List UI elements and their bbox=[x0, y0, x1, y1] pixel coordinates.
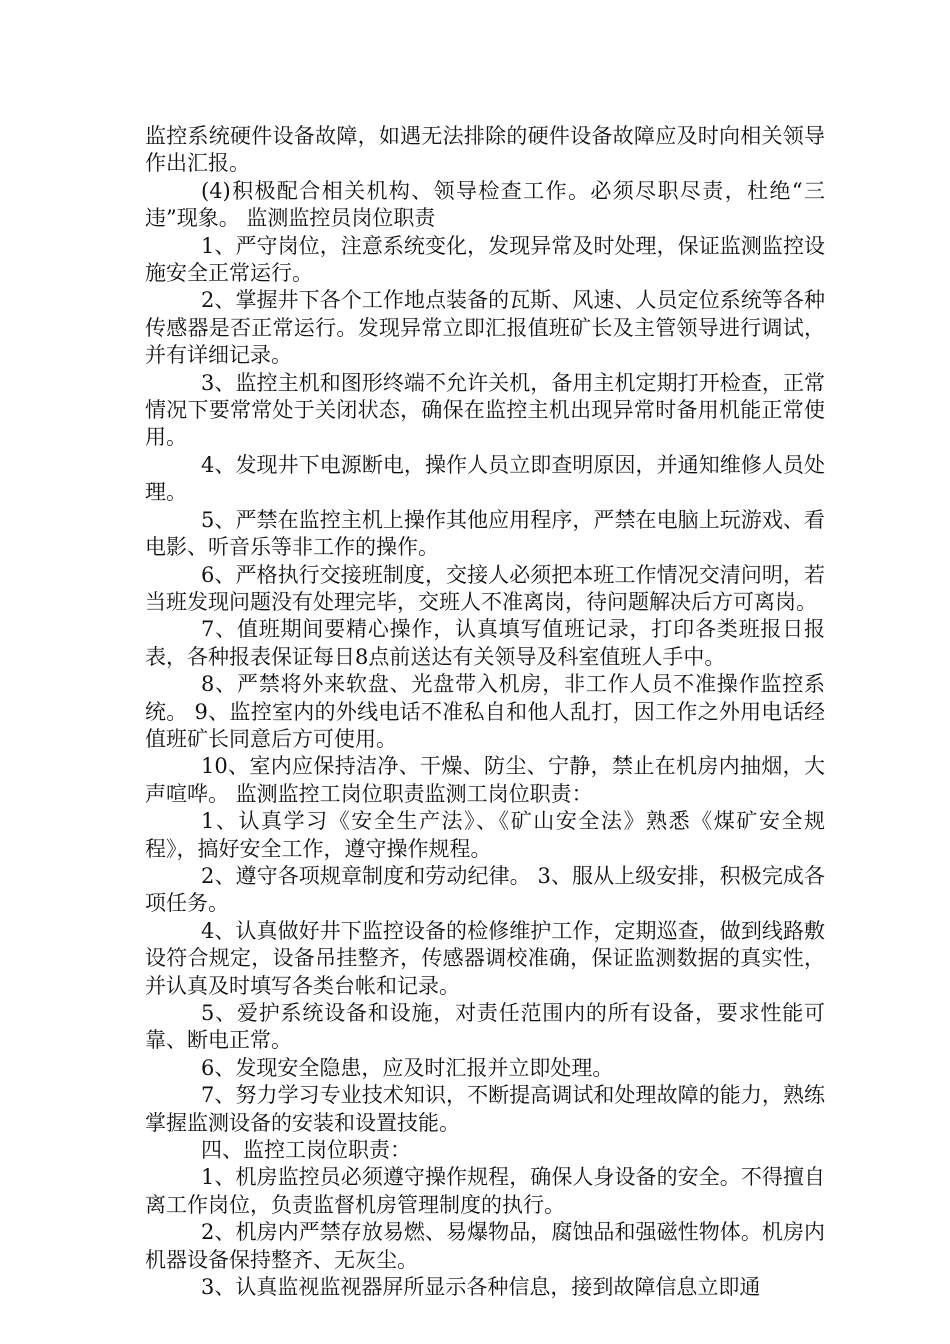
paragraph: 6、严格执行交接班制度，交接人必须把本班工作情况交清问明，若当班发现问题没有处理完毕，交班人不准离岗，待问题解决后方可离岗。 bbox=[145, 562, 825, 614]
paragraph: 3、监控主机和图形终端不允许关机，备用主机定期打开检查，正常情况下要常常处于关闭状态，确保在监控主机出现异常时备用机能正常使用。 bbox=[145, 370, 825, 450]
paragraph: 3、认真监视监视器屏所显示各种信息，接到故障信息立即通 bbox=[201, 1275, 761, 1300]
paragraph: 2、掌握井下各个工作地点装备的瓦斯、风速、人员定位系统等各种传感器是否正常运行。发现异常立即汇报值班矿长及主管领导进行调试，并有详细记录。 bbox=[145, 288, 825, 368]
paragraph: 5、严禁在监控主机上操作其他应用程序，严禁在电脑上玩游戏、看电影、听音乐等非工作的操作。 bbox=[145, 507, 825, 560]
paragraph: 8、严禁将外来软盘、光盘带入机房，非工作人员不准操作监控系统。 9、监控室内的外线电话不准私自和他人乱打，因工作之外用电话经值班矿长同意后方可使用。 bbox=[145, 672, 825, 751]
paragraph: 5、爱护系统设备和设施，对责任范围内的所有设备，要求性能可靠、断电正常。 bbox=[145, 1001, 825, 1053]
paragraph: 1、认真学习《安全生产法》、《矿山安全法》熟悉《煤矿安全规程》，搞好安全工作，遵守操作规程。 bbox=[145, 809, 825, 861]
paragraph: 2、遵守各项规章制度和劳动纪律。 3、服从上级安排，积极完成各项任务。 bbox=[145, 863, 825, 916]
paragraph: 4、发现井下电源断电，操作人员立即查明原因，并通知维修人员处理。 bbox=[145, 452, 825, 505]
section-heading: 四、监控工岗位职责： bbox=[201, 1138, 411, 1163]
paragraph: 2、机房内严禁存放易燃、易爆物品，腐蚀品和强磁性物体。机房内机器设备保持整齐、无灰尘。 bbox=[145, 1220, 825, 1272]
document-body bbox=[145, 123, 825, 1301]
paragraph: 4、认真做好井下监控设备的检修维护工作，定期巡查，做到线路敷设符合规定，设备吊挂整齐，传感器调校准确，保证监测数据的真实性，并认真及时填写各类台帐和记录。 bbox=[145, 918, 825, 998]
paragraph: 1、严守岗位，注意系统变化，发现异常及时处理，保证监测监控设施安全正常运行。 bbox=[145, 233, 825, 286]
paragraph: 7、努力学习专业技术知识，不断提高调试和处理故障的能力，熟练掌握监测设备的安装和设置技能。 bbox=[145, 1083, 825, 1135]
paragraph: 7、值班期间要精心操作，认真填写值班记录，打印各类班报日报表，各种报表保证每日8点前送达有关领导及科室值班人手中。 bbox=[145, 617, 825, 669]
paragraph: 1、机房监控员必须遵守操作规程，确保人身设备的安全。不得擅自离工作岗位，负责监督机房管理制度的执行。 bbox=[145, 1165, 825, 1217]
paragraph: 6、发现安全隐患，应及时汇报并立即处理。 bbox=[201, 1055, 614, 1080]
paragraph: 10、室内应保持洁净、干燥、防尘、宁静，禁止在机房内抽烟，大声喧哗。 监测监控工岗位职责监测工岗位职责： bbox=[145, 754, 825, 806]
paragraph: 监控系统硬件设备故障，如遇无法排除的硬件设备故障应及时向相关领导作出汇报。 bbox=[145, 124, 825, 176]
paragraph: (4)积极配合相关机构、领导检查工作。必须尽职尽责，杜绝“三违”现象。 监测监控员岗位职责 bbox=[145, 178, 825, 231]
